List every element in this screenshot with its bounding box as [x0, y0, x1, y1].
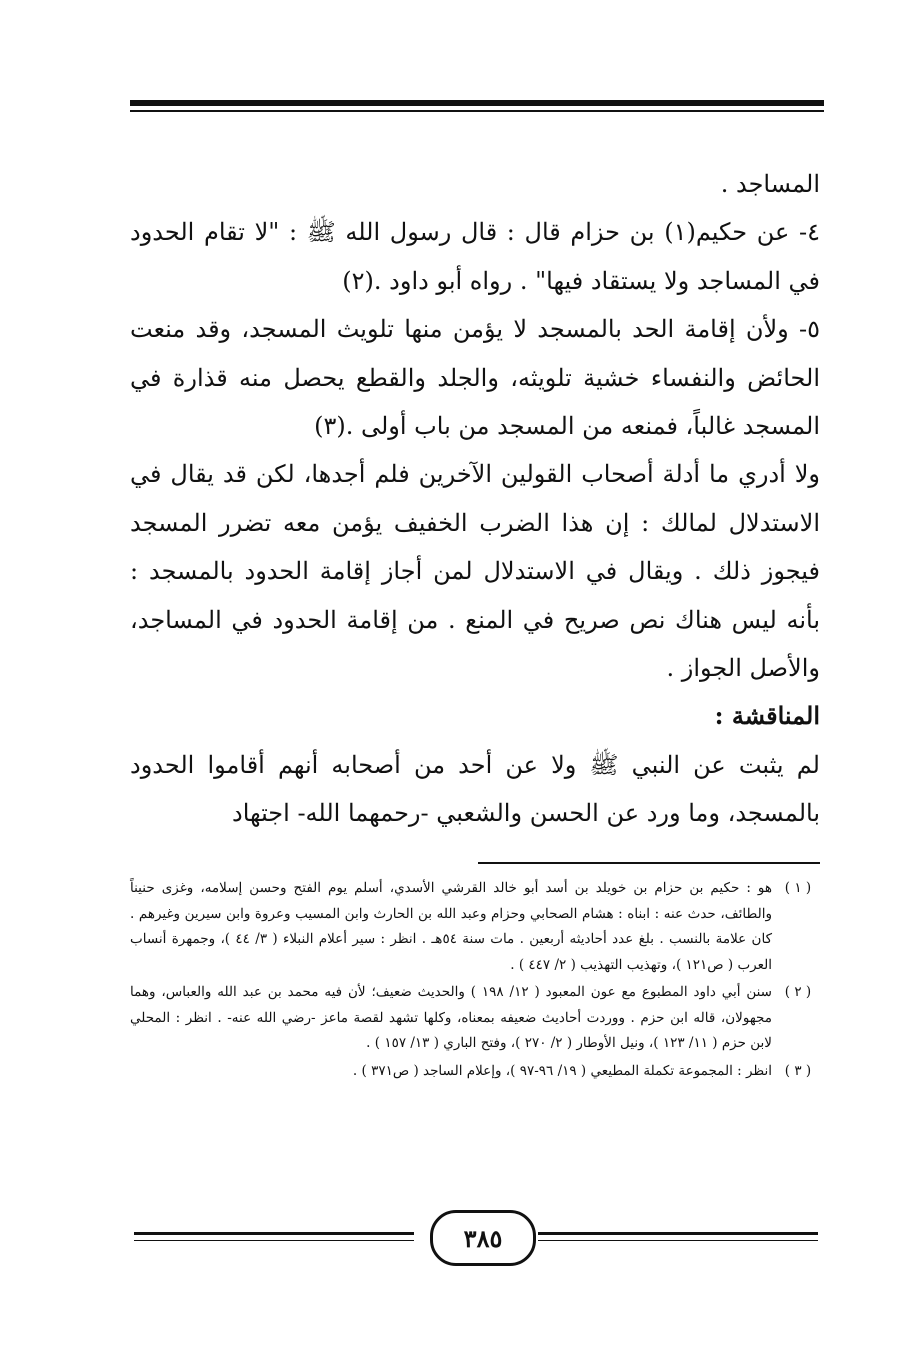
footnote [130, 1059, 820, 1085]
paragraph: ٤- عن حكيم(١) بن حزام قال : قال رسول الله ﷺ : "لا تقام الحدود في المساجد ولا يستقاد فيها" . رواه أبو داود .(٢) [130, 218, 821, 295]
bottom-rule-right [538, 1232, 818, 1235]
footnote-number: ( ٢ ) [784, 984, 812, 1000]
page-number-label: ٣٨٥ [463, 1223, 503, 1253]
footnotes [130, 876, 820, 1086]
footnote-separator [478, 862, 820, 864]
bottom-rule-right-thin [538, 1240, 818, 1241]
bottom-rule-left-thin [134, 1240, 414, 1241]
section-heading: المناقشة : [714, 701, 820, 731]
footnote-number: ( ١ ) [784, 880, 812, 896]
footnote-text: سنن أبي داود المطبوع مع عون المعبود ( ١٢/ ١٩٨ ) والحديث ضعيف؛ لأن فيه محمد بن عبد الله والعباس، وهما مجهولان، قاله ابن حزم . ووردت أحاديث ضعيفه بمعناه، وكلها تشهد لقصة ماعز -رضي الله عنه- . انظر : المحلي لابن حزم ( ١١/ ١٢٣ )، ونيل الأوطار ( ٢/ ٢٧٠ )، وفتح الباري ( ١٣/ ١٥٧ ) . [130, 984, 772, 1051]
top-rule-thick [130, 100, 824, 106]
footnote [130, 980, 820, 1057]
bottom-rule-left [134, 1232, 414, 1235]
paragraph: المساجد . [720, 170, 820, 198]
footnote [130, 876, 820, 978]
footnote-text: انظر : المجموعة تكملة المطيعي ( ١٩/ ٩٦-٩٧ )، وإعلام الساجد ( ص٣٧١ ) . [352, 1062, 772, 1079]
page-number [430, 1210, 536, 1266]
top-rule-thin [130, 110, 824, 112]
footnote-text: هو : حكيم بن حزام بن خويلد بن أسد أبو خالد القرشي الأسدي، أسلم يوم الفتح وحسن إسلامه، وغزى حنيناً والطائف، حدث عنه : ابناه : هشام الصحابي وحزام وعبد الله بن الحارث وابن المسيب وعروة وابن سيرين وغيرهم . كان علامة بالنسب . بلغ عدد أحاديثه أربعين . مات سنة ٥٤هـ . انظر : سير أعلام النبلاء ( ٣/ ٤٤ )، وجمهرة أنساب العرب ( ص١٢١ )، وتهذيب التهذيب ( ٢/ ٤٤٧ ) . [130, 880, 772, 973]
main-text [130, 160, 820, 838]
paragraph: ولا أدري ما أدلة أصحاب القولين الآخرين فلم أجدها، لكن قد يقال في الاستدلال لمالك : إن هذا الضرب الخفيف يؤمن معه تضرر المسجد فيجوز ذلك . ويقال في الاستدلال لمن أجاز إقامة الحدود بالمسجد : بأنه ليس هناك نص صريح في المنع . من إقامة الحدود في المساجد، والأصل الجواز . [130, 460, 820, 683]
paragraph: لم يثبت عن النبي ﷺ ولا عن أحد من أصحابه أنهم أقاموا الحدود بالمسجد، وما ورد عن الحسن والشعبي -رحمهما الله- اجتهاد [130, 750, 820, 828]
footnote-number: ( ٣ ) [784, 1062, 812, 1079]
paragraph: ٥- ولأن إقامة الحد بالمسجد لا يؤمن منها تلويث المسجد، وقد منعت الحائض والنفساء خشية تلويثه، والجلد والقطع يحصل منه قذارة في المسجد غالباً، فمنعه من المسجد من باب أولى .(٣) [130, 315, 820, 441]
